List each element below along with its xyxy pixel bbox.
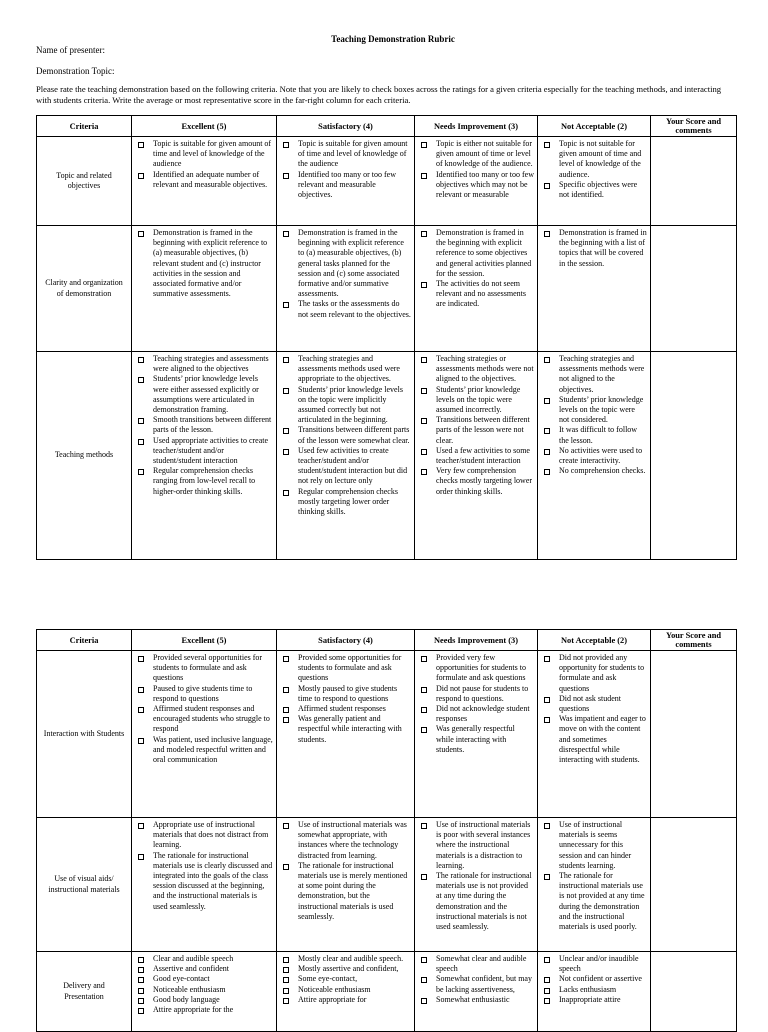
rubric-item	[541, 228, 647, 269]
rubric-item	[541, 714, 647, 765]
checkbox-icon[interactable]	[421, 823, 427, 829]
checkbox-icon[interactable]	[138, 142, 144, 148]
rating-cell-excellent	[132, 651, 277, 818]
checkbox-icon[interactable]	[544, 977, 550, 983]
checkbox-icon[interactable]	[421, 977, 427, 983]
rubric-item	[418, 653, 534, 684]
checkbox-icon[interactable]	[544, 697, 550, 703]
checkbox-icon[interactable]	[544, 469, 550, 475]
rubric-item	[280, 995, 411, 1005]
checkbox-icon[interactable]	[421, 998, 427, 1004]
checkbox-icon[interactable]	[138, 998, 144, 1004]
checkbox-icon[interactable]	[421, 727, 427, 733]
rubric-item-text: Students’ prior knowledge levels on the topic were assumed incorrectly.	[436, 384, 521, 415]
rubric-item-text: Somewhat enthusiastic	[436, 994, 510, 1004]
rating-cell-not-acceptable	[538, 226, 651, 352]
document-title: Teaching Demonstration Rubric	[331, 34, 455, 44]
rubric-item-text: It was difficult to follow the lesson.	[559, 425, 638, 445]
checkbox-icon[interactable]	[138, 418, 144, 424]
rubric-item-text: The tasks or the assessments do not seem relevant to the objectives.	[298, 299, 411, 319]
criterion-cell: Interaction with Students	[37, 651, 132, 818]
rating-cell-satisfactory	[277, 352, 415, 560]
rubric-item	[541, 446, 647, 466]
rating-cell-satisfactory	[277, 952, 415, 1032]
rubric-item-text: Noticeable enthusiasm	[153, 984, 226, 994]
rubric-item	[280, 985, 411, 995]
table-row	[37, 137, 737, 226]
checkbox-icon[interactable]	[138, 854, 144, 860]
rubric-item	[280, 385, 411, 426]
rubric-item-text: Did not provided any opportunity for students to formulate and ask questions	[559, 653, 645, 693]
rubric-item	[418, 820, 534, 871]
checkbox-icon[interactable]	[421, 173, 427, 179]
rubric-item-text: Did not acknowledge student responses	[436, 704, 530, 724]
rubric-item-text: Noticeable enthusiasm	[298, 984, 371, 994]
checkbox-icon[interactable]	[283, 449, 289, 455]
rating-cell-not-acceptable	[538, 651, 651, 818]
rubric-item	[541, 139, 647, 180]
rubric-item	[418, 871, 534, 932]
demonstration-topic-label: Demonstration Topic:	[36, 66, 115, 76]
checkbox-icon[interactable]	[544, 998, 550, 1004]
checkbox-icon[interactable]	[421, 142, 427, 148]
checkbox-icon[interactable]	[138, 656, 144, 662]
checkbox-icon[interactable]	[283, 231, 289, 237]
rubric-item-text: Specific objectives were not identified.	[559, 179, 638, 200]
rating-cell-needs-improvement	[415, 952, 538, 1032]
rubric-item	[135, 974, 273, 984]
rubric-item-text: Demonstration is framed in the beginning with explicit reference to (a) measurable objectives, (b) relevant student and (c) instructor activities in the session and associated formative and/or summative assessments.	[153, 228, 268, 299]
rubric-item-text: Provided very few opportunities for students to formulate and ask questions	[436, 653, 526, 683]
rating-cell-needs-improvement	[415, 137, 538, 226]
rubric-item	[280, 653, 411, 684]
rubric-item-text: Inappropriate attire	[559, 994, 621, 1004]
header-criteria: Criteria	[37, 630, 132, 651]
rubric-item	[135, 820, 273, 851]
rubric-item-text: Somewhat clear and audible speech	[436, 954, 527, 974]
checkbox-icon[interactable]	[544, 656, 550, 662]
checkbox-icon[interactable]	[283, 388, 289, 394]
rubric-item	[135, 704, 273, 735]
rubric-item	[541, 820, 647, 871]
checkbox-icon[interactable]	[544, 428, 550, 434]
checkbox-icon[interactable]	[544, 449, 550, 455]
rubric-item-text: Demonstration is framed in the beginning with explicit reference to some objectives and general activities planned for the session.	[436, 228, 532, 278]
rubric-item	[541, 180, 647, 200]
rubric-item-text: Regular comprehension checks ranging from low-level recall to higher-order thinking skills.	[153, 466, 256, 496]
rubric-item	[280, 446, 411, 487]
rubric-item	[135, 170, 273, 190]
rubric-item-text: Identified too many or too few objectives which may not be relevant or measurable	[436, 169, 534, 200]
rubric-item	[541, 694, 647, 714]
table-row	[37, 226, 737, 352]
rubric-item	[418, 995, 534, 1005]
header-satisfactory: Satisfactory (4)	[277, 116, 415, 137]
rubric-item	[135, 374, 273, 415]
rubric-item	[541, 985, 647, 995]
rubric-item	[418, 954, 534, 974]
checkbox-icon[interactable]	[138, 687, 144, 693]
checkbox-icon[interactable]	[421, 388, 427, 394]
rubric-item-text: Students’ prior knowledge levels were either assessed explicitly or assumptions were articulated in demonstration framing.	[153, 374, 259, 415]
rubric-item-text: Provided several opportunities for students to formulate and ask questions	[153, 653, 263, 683]
checkbox-icon[interactable]	[544, 183, 550, 189]
rubric-item	[541, 974, 647, 984]
score-cell[interactable]	[651, 137, 737, 226]
rubric-item-text: Affirmed student responses	[298, 704, 386, 714]
rubric-item	[280, 964, 411, 974]
rubric-item-text: Attire appropriate for the	[153, 1005, 234, 1015]
checkbox-icon[interactable]	[421, 687, 427, 693]
rating-cell-needs-improvement	[415, 226, 538, 352]
rubric-item-text: Demonstration is framed in the beginning with a list of topics that will be covered in the session.	[559, 228, 647, 268]
rubric-item	[418, 974, 534, 994]
rubric-item-text: Smooth transitions between different parts of the lesson.	[153, 415, 272, 435]
rubric-item	[280, 228, 411, 299]
checkbox-icon[interactable]	[138, 377, 144, 383]
rubric-item	[541, 395, 647, 426]
header-needs-improvement: Needs Improvement (3)	[415, 630, 538, 651]
table-row	[37, 952, 737, 1032]
checkbox-icon[interactable]	[544, 357, 550, 363]
rubric-item-text: Assertive and confident	[153, 964, 229, 974]
checkbox-icon[interactable]	[283, 957, 289, 963]
rubric-item-text: Mostly paused to give students time to respond to questions	[298, 683, 398, 703]
checkbox-icon[interactable]	[421, 707, 427, 713]
rubric-item-text: Appropriate use of instructional materials that does not distract from learning.	[153, 820, 269, 850]
checkbox-icon[interactable]	[283, 302, 289, 308]
rating-cell-excellent	[132, 137, 277, 226]
checkbox-icon[interactable]	[283, 707, 289, 713]
checkbox-icon[interactable]	[544, 823, 550, 829]
checkbox-icon[interactable]	[283, 428, 289, 434]
checkbox-icon[interactable]	[544, 957, 550, 963]
rubric-item	[541, 466, 647, 476]
checkbox-icon[interactable]	[283, 864, 289, 870]
rubric-item-text: Mostly assertive and confident,	[298, 964, 399, 974]
rubric-item-text: Good eye-contact	[153, 974, 210, 984]
rating-cell-satisfactory	[277, 818, 415, 952]
rating-cell-needs-improvement	[415, 818, 538, 952]
rubric-item-text: Teaching strategies and assessments were aligned to the objectives	[153, 354, 269, 374]
rubric-item-text: Used few activities to create teacher/student and/or student/student interaction but did not rely on lecture only	[298, 445, 408, 486]
rubric-item	[135, 466, 273, 497]
rubric-item-text: Used appropriate activities to create teacher/student and/or student/student interaction	[153, 435, 269, 466]
checkbox-icon[interactable]	[283, 142, 289, 148]
rating-cell-excellent	[132, 352, 277, 560]
rubric-item-text: Used a few activities to some teacher/student interaction	[436, 445, 530, 466]
checkbox-icon[interactable]	[283, 490, 289, 496]
rubric-item	[418, 385, 534, 416]
checkbox-icon[interactable]	[421, 357, 427, 363]
rubric-item-text: Not confident or assertive	[559, 974, 642, 984]
checkbox-icon[interactable]	[283, 823, 289, 829]
rubric-item	[418, 354, 534, 385]
checkbox-icon[interactable]	[421, 282, 427, 288]
rubric-item-text: Unclear and/or inaudible speech	[559, 954, 639, 974]
rubric-item-text: The rationale for instructional materials use is clearly discussed and integrated into the goals of the class session discussed at the beginning, and the instructional materials is used seamlessly.	[153, 850, 273, 911]
rubric-item-text: Transitions between different parts of the lesson were somewhat clear.	[298, 425, 410, 445]
rating-cell-needs-improvement	[415, 651, 538, 818]
table-row	[37, 352, 737, 560]
rubric-item	[541, 995, 647, 1005]
rubric-item-text: Transitions between different parts of the lesson were not clear.	[436, 415, 530, 445]
rubric-item	[280, 861, 411, 922]
table-header-row	[37, 116, 737, 137]
checkbox-icon[interactable]	[283, 977, 289, 983]
checkbox-icon[interactable]	[544, 988, 550, 994]
rubric-item	[541, 653, 647, 694]
checkbox-icon[interactable]	[138, 469, 144, 475]
checkbox-icon[interactable]	[421, 469, 427, 475]
rubric-item-text: The rationale for instructional materials use is not provided at any time during the demonstration and the instructional materials is used poorly.	[559, 871, 645, 932]
rubric-item	[418, 415, 534, 446]
checkbox-icon[interactable]	[421, 418, 427, 424]
rubric-item	[418, 684, 534, 704]
rubric-item	[280, 354, 411, 385]
checkbox-icon[interactable]	[138, 173, 144, 179]
rubric-item-text: Students’ prior knowledge levels on the topic were implicitly assumed correctly but not articulated in the beginning.	[298, 384, 403, 425]
rubric-item	[541, 871, 647, 932]
checkbox-icon[interactable]	[421, 231, 427, 237]
checkbox-icon[interactable]	[138, 738, 144, 744]
rubric-item	[418, 704, 534, 724]
rubric-item-text: Teaching strategies and assessments methods used were appropriate to the objectives.	[298, 354, 400, 384]
checkbox-icon[interactable]	[421, 449, 427, 455]
header-satisfactory: Satisfactory (4)	[277, 630, 415, 651]
rubric-item	[541, 954, 647, 974]
rubric-item-text: Was impatient and eager to move on with the content and sometimes disrespectful while interacting with students.	[559, 714, 646, 765]
rubric-item-text: Was patient, used inclusive language, and modeled respectful written and oral communication	[153, 734, 273, 765]
checkbox-icon[interactable]	[283, 967, 289, 973]
rubric-item-text: Mostly clear and audible speech.	[298, 954, 404, 963]
rubric-item	[135, 436, 273, 467]
header-excellent: Excellent (5)	[132, 116, 277, 137]
checkbox-icon[interactable]	[283, 357, 289, 363]
rubric-item	[280, 954, 411, 964]
rubric-item-text: Demonstration is framed in the beginning with explicit reference to (a) measurable objectives, (b) general tasks planned for the session and (c) some associated formative and/or summative assessments.	[298, 228, 404, 299]
rubric-item-text: Attire appropriate for	[298, 994, 367, 1004]
checkbox-icon[interactable]	[138, 439, 144, 445]
rubric-item	[135, 954, 273, 964]
checkbox-icon[interactable]	[544, 717, 550, 723]
header-score: Your Score and comments	[651, 630, 737, 651]
rubric-item-text: Topic is not suitable for given amount of time and level of knowledge of the audience.	[559, 139, 642, 179]
rating-cell-needs-improvement	[415, 352, 538, 560]
checkbox-icon[interactable]	[421, 957, 427, 963]
rubric-item	[280, 487, 411, 518]
rating-cell-satisfactory	[277, 226, 415, 352]
checkbox-icon[interactable]	[138, 357, 144, 363]
rubric-item	[280, 684, 411, 704]
header-score: Your Score and comments	[651, 116, 737, 137]
checkbox-icon[interactable]	[544, 231, 550, 237]
checkbox-icon[interactable]	[283, 717, 289, 723]
checkbox-icon[interactable]	[283, 998, 289, 1004]
rubric-item	[418, 466, 534, 497]
rubric-item	[135, 415, 273, 435]
rubric-item	[135, 228, 273, 299]
rubric-item-text: Topic is suitable for given amount of time and level of knowledge of the audience	[153, 139, 272, 169]
table-header-row	[37, 630, 737, 651]
rubric-item	[280, 974, 411, 984]
rubric-item-text: The rationale for instructional materials use is merely mentioned at some point during the demonstration, but the instructional materials is used seamlessly.	[298, 860, 408, 921]
rating-cell-not-acceptable	[538, 352, 651, 560]
checkbox-icon[interactable]	[283, 988, 289, 994]
checkbox-icon[interactable]	[138, 1008, 144, 1014]
rubric-item-text: Teaching strategies or assessments methods were not aligned to the objectives.	[436, 354, 534, 384]
rubric-item-text: Some eye-contact,	[298, 974, 358, 984]
checkbox-icon[interactable]	[544, 398, 550, 404]
rubric-item-text: Regular comprehension checks mostly targeting lower order thinking skills.	[298, 486, 398, 517]
checkbox-icon[interactable]	[138, 977, 144, 983]
rubric-item	[280, 714, 411, 745]
checkbox-icon[interactable]	[138, 823, 144, 829]
rubric-item-text: Use of instructional materials is seems unnecessary for this session and can hinder students learning.	[559, 820, 632, 870]
rubric-item	[280, 170, 411, 201]
rating-cell-satisfactory	[277, 651, 415, 818]
rating-cell-not-acceptable	[538, 818, 651, 952]
rating-cell-excellent	[132, 818, 277, 952]
header-excellent: Excellent (5)	[132, 630, 277, 651]
rubric-item-text: Good body language	[153, 994, 220, 1004]
rubric-item	[135, 1005, 273, 1015]
header-criteria: Criteria	[37, 116, 132, 137]
score-cell[interactable]	[651, 226, 737, 352]
criterion-cell: Topic and related objectives	[37, 137, 132, 226]
rating-cell-satisfactory	[277, 137, 415, 226]
rubric-item	[418, 139, 534, 170]
rating-cell-not-acceptable	[538, 137, 651, 226]
score-cell[interactable]	[651, 352, 737, 560]
rubric-item-text: Topic is either not suitable for given amount of time or level of knowledge of the audience.	[436, 139, 533, 169]
instructions-paragraph: Please rate the teaching demonstration based on the following criteria. Note that you are likely to check boxes across the ratings for a given criteria especially for the teaching methods, and interacting with students criteria. Write the average or most representative score in the far-right column for each criteria.	[36, 84, 722, 105]
criterion-cell: Clarity and organization of demonstration	[37, 226, 132, 352]
rubric-item-text: The activities do not seem relevant and no assessments are indicated.	[436, 279, 526, 309]
rubric-item	[418, 446, 534, 466]
score-cell[interactable]	[651, 818, 737, 952]
table-row	[37, 818, 737, 952]
rubric-item-text: Provided some opportunities for students to formulate and ask questions	[298, 653, 402, 683]
criterion-cell: Use of visual aids/ instructional materials	[37, 818, 132, 952]
rubric-item-text: Somewhat confident, but may be lacking assertiveness,	[436, 974, 532, 994]
checkbox-icon[interactable]	[138, 231, 144, 237]
checkbox-icon[interactable]	[544, 874, 550, 880]
presenter-name-label: Name of presenter:	[36, 45, 105, 55]
rubric-item	[541, 354, 647, 395]
rubric-item	[135, 735, 273, 766]
checkbox-icon[interactable]	[283, 173, 289, 179]
rubric-item	[418, 228, 534, 279]
rubric-item	[280, 139, 411, 170]
rating-cell-excellent	[132, 226, 277, 352]
header-not-acceptable: Not Acceptable (2)	[538, 116, 651, 137]
checkbox-icon[interactable]	[283, 687, 289, 693]
rubric-item-text: Identified too many or too few relevant and measurable objectives.	[298, 169, 396, 200]
rubric-item-text: Use of instructional materials is poor with several instances where the instructional materials is a distraction to learning.	[436, 820, 531, 870]
rubric-item-text: Did not pause for students to respond to questions.	[436, 683, 529, 703]
score-cell[interactable]	[651, 651, 737, 818]
rating-cell-excellent	[132, 952, 277, 1032]
checkbox-icon[interactable]	[421, 874, 427, 880]
checkbox-icon[interactable]	[283, 656, 289, 662]
criterion-cell: Teaching methods	[37, 352, 132, 560]
rubric-item-text: Affirmed student responses and encouraged students who struggle to respond	[153, 704, 270, 734]
rubric-item	[280, 425, 411, 445]
rubric-item-text: Use of instructional materials was somewhat appropriate, with instances where the technology distracted from learning.	[298, 820, 407, 860]
rubric-item	[135, 851, 273, 912]
rubric-item	[135, 684, 273, 704]
criterion-cell: Delivery and Presentation	[37, 952, 132, 1032]
checkbox-icon[interactable]	[544, 142, 550, 148]
table-row	[37, 651, 737, 818]
rubric-item-text: No comprehension checks.	[559, 466, 646, 476]
header-not-acceptable: Not Acceptable (2)	[538, 630, 651, 651]
rubric-item	[135, 354, 273, 374]
rubric-item	[418, 724, 534, 755]
rubric-item-text: Was generally respectful while interacting with students.	[436, 724, 515, 754]
rubric-item	[541, 425, 647, 445]
rubric-item	[135, 995, 273, 1005]
rubric-item-text: Students’ prior knowledge levels on the topic were not considered.	[559, 394, 644, 425]
rubric-item-text: Lacks enthusiasm	[559, 984, 617, 994]
checkbox-icon[interactable]	[138, 957, 144, 963]
checkbox-icon[interactable]	[421, 656, 427, 662]
rubric-item-text: Did not ask student questions	[559, 693, 621, 714]
checkbox-icon[interactable]	[138, 707, 144, 713]
rubric-table-2	[36, 629, 737, 1032]
rubric-item-text: The rationale for instructional materials use is not provided at any time during the demonstration and the instructional materials is not used seamlessly.	[436, 871, 532, 932]
rubric-item	[135, 653, 273, 684]
checkbox-icon[interactable]	[138, 967, 144, 973]
rubric-item-text: Teaching strategies and assessments methods were not aligned to the objectives.	[559, 354, 645, 394]
rubric-item-text: Identified an adequate number of relevant and measurable objectives.	[153, 169, 268, 189]
rubric-item-text: Clear and audible speech	[153, 954, 234, 963]
rubric-item-text: Very few comprehension checks mostly targeting lower order thinking skills.	[436, 466, 533, 496]
rubric-item	[418, 170, 534, 201]
rubric-item	[280, 704, 411, 714]
score-cell[interactable]	[651, 952, 737, 1032]
rating-cell-not-acceptable	[538, 952, 651, 1032]
rubric-item-text: Topic is suitable for given amount of time and level of knowledge of the audience	[298, 139, 408, 169]
rubric-item	[418, 279, 534, 310]
header-needs-improvement: Needs Improvement (3)	[415, 116, 538, 137]
rubric-item	[280, 820, 411, 861]
rubric-table-1	[36, 115, 737, 560]
rubric-item	[135, 964, 273, 974]
rubric-item	[280, 299, 411, 319]
rubric-item-text: Paused to give students time to respond to questions	[153, 683, 253, 703]
rubric-item-text: No activities were used to create interactivity.	[559, 445, 643, 466]
checkbox-icon[interactable]	[138, 988, 144, 994]
rubric-item	[135, 139, 273, 170]
rubric-item-text: Was generally patient and respectful while interacting with students.	[298, 714, 402, 744]
rubric-item	[135, 985, 273, 995]
